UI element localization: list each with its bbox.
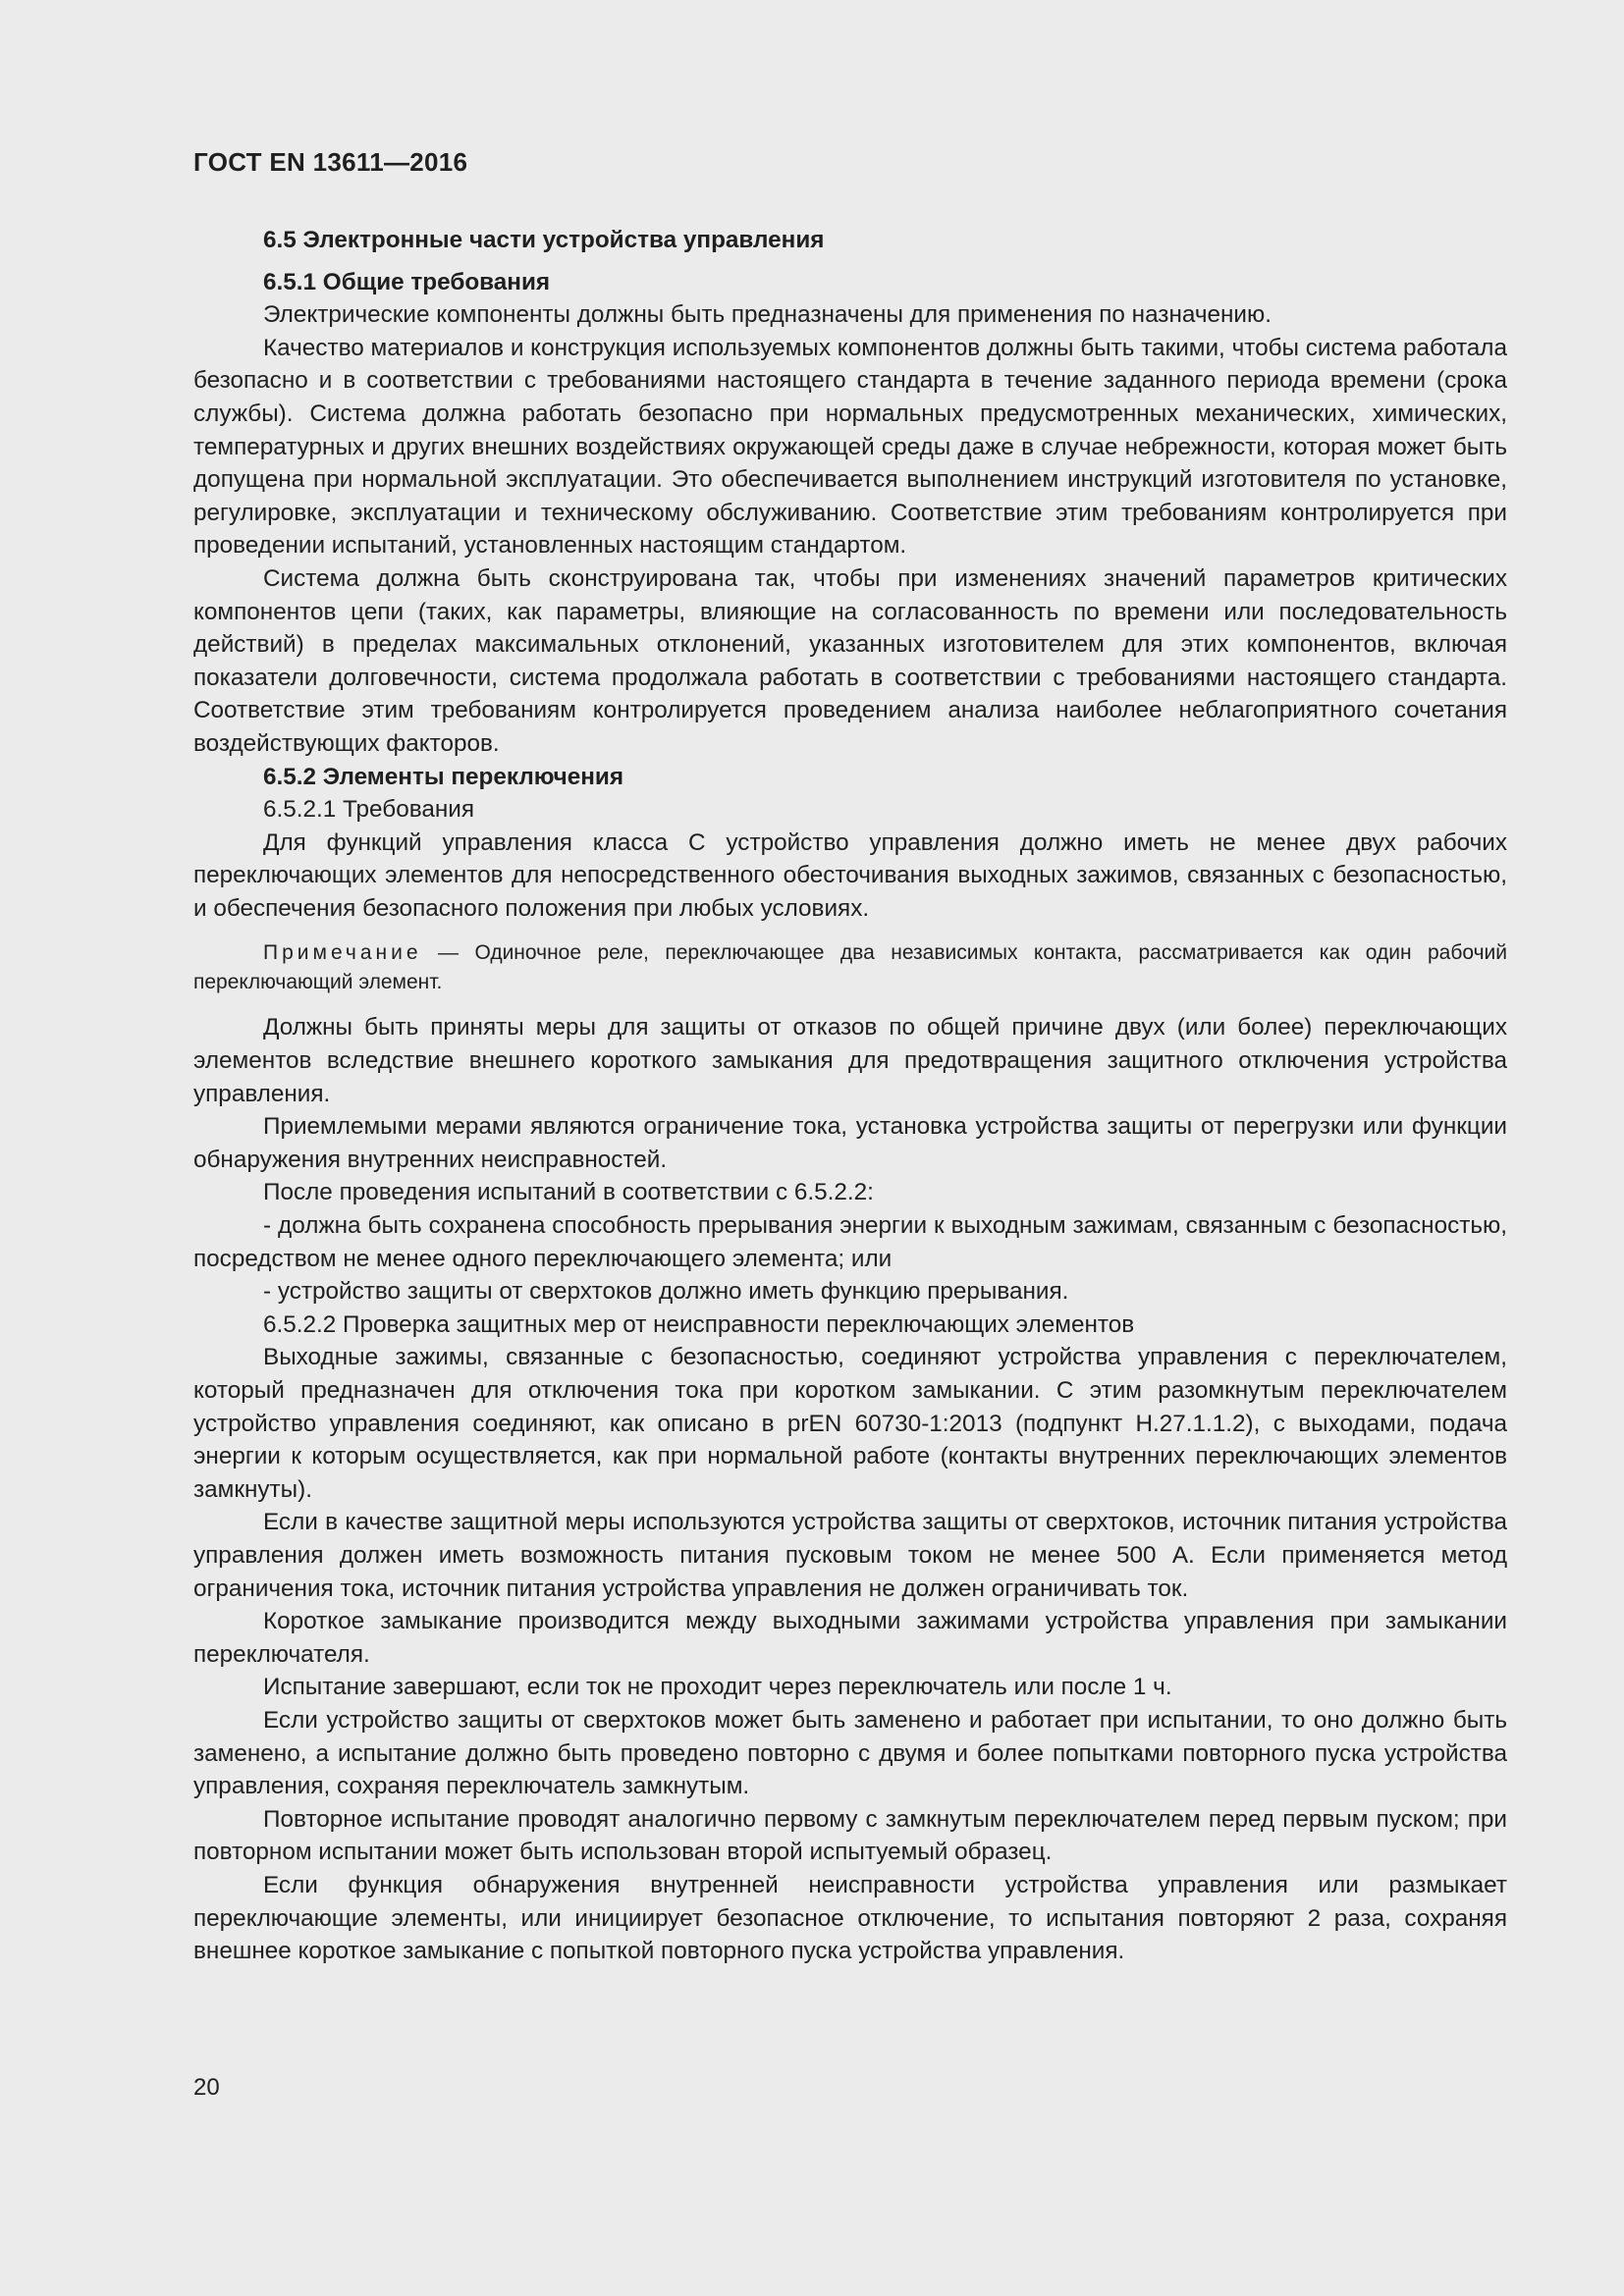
section-6-5-2-1-title: 6.5.2.1 Требования xyxy=(263,796,475,824)
list-item: - должна быть сохранена способность прерывания энергии к выходным зажимам, связанным с безопасностью, посредством не менее одного переключающего элемента; или xyxy=(193,1212,1507,1272)
section-6-5-2-2-title: 6.5.2.2 Проверка защитных мер от неисправности переключающих элементов xyxy=(263,1310,1135,1338)
note-text: — Одиночное реле, переключающее два независимых контакта, рассматривается как один рабочий переключающий элемент. xyxy=(193,941,1507,994)
paragraph: Повторное испытание проводят аналогично первому с замкнутым переключателем перед первым пуском; при повторном испытании может быть использован второй испытуемый образец. xyxy=(193,1805,1507,1866)
paragraph: Электрические компоненты должны быть предназначены для применения по назначению. xyxy=(263,301,1272,329)
note xyxy=(193,938,1507,997)
paragraph: Должны быть приняты меры для защиты от отказов по общей причине двух (или более) переключающих элементов вследствие внешнего короткого замыкания для предотвращения защитного отключения устройства управления. xyxy=(193,1014,1507,1107)
section-6-5-1-title: 6.5.1 Общие требования xyxy=(263,268,551,295)
paragraph: Если устройство защиты от сверхтоков может быть заменено и работает при испытании, то оно должно быть заменено, а испытание должно быть проведено повторно с двумя и более попытками повторного пуска устройства управления, сохраняя переключатель замкнутым. xyxy=(193,1706,1507,1800)
paragraph: Система должна быть сконструирована так, чтобы при изменениях значений параметров критических компонентов цепи (таких, как параметры, влияющие на согласованность по времени или последовательность действий) в пределах максимальных отклонений, указанных изготовителем для этих компонентов, включая показатели долговечности, система продолжала работать в соответствии с требованиями настоящего стандарта. Соответствие этим требованиям контролируется проведением анализа наиболее неблагоприятного сочетания воздействующих факторов. xyxy=(193,564,1507,757)
paragraph: Качество материалов и конструкция используемых компонентов должны быть такими, чтобы система работала безопасно и в соответствии с требованиями настоящего стандарта в течение заданного периода времени (срока службы). Система должна работать безопасно при нормальных предусмотренных механических, химических, температурных и других внешних воздействиях окружающей среды даже в случае небрежности, которая может быть допущена при нормальной эксплуатации. Это обеспечивается выполнением инструкций изготовителя по установке, регулировке, эксплуатации и техническому обслуживанию. Соответствие этим требованиям контролируется при проведении испытаний, установленных настоящим стандартом. xyxy=(193,334,1507,560)
list-item: - устройство защиты от сверхтоков должно иметь функцию прерывания. xyxy=(263,1278,1069,1306)
paragraph: Для функций управления класса С устройство управления должно иметь не менее двух рабочих переключающих элементов для непосредственного обесточивания выходных зажимов, связанных с безопасностью, и обеспечения безопасного положения при любых условиях. xyxy=(193,828,1507,922)
paragraph: Если функция обнаружения внутренней неисправности устройства управления или размыкает переключающие элементы, или инициирует безопасное отключение, то испытания повторяют 2 раза, сохраняя внешнее короткое замыкание с попыткой повторного пуска устройства управления. xyxy=(193,1871,1507,1965)
paragraph: Испытание завершают, если ток не проходит через переключатель или после 1 ч. xyxy=(263,1674,1172,1701)
paragraph: Приемлемыми мерами являются ограничение тока, установка устройства защиты от перегрузки или функции обнаружения внутренних неисправностей. xyxy=(193,1113,1507,1173)
paragraph: Короткое замыкание производится между выходными зажимами устройства управления при замыкании переключателя. xyxy=(193,1608,1507,1668)
section-6-5-title: 6.5 Электронные части устройства управления xyxy=(263,227,825,253)
paragraph: Выходные зажимы, связанные с безопасностью, соединяют устройства управления с переключателем, который предназначен для отключения тока при коротком замыкании. С этим разомкнутым переключателем устройство управления соединяют, как описано в prEN 60730-1:2013 (подпункт Н.27.1.1.2), с выходами, подача энергии к которым осуществляется, как при нормальной работе (контакты внутренних переключающих элементов замкнуты). xyxy=(193,1344,1507,1503)
section-6-5-2-title: 6.5.2 Элементы переключения xyxy=(263,763,624,790)
paragraph: После проведения испытаний в соответствии с 6.5.2.2: xyxy=(263,1179,874,1206)
document-body xyxy=(193,224,1507,1968)
page-number: 20 xyxy=(193,2074,220,2101)
paragraph: Если в качестве защитной меры используются устройства защиты от сверхтоков, источник питания устройства управления должен иметь возможность питания пусковым током не менее 500 А. Если применяется метод ограничения тока, источник питания устройства управления не должен ограничивать ток. xyxy=(193,1509,1507,1602)
document-header: ГОСТ EN 13611—2016 xyxy=(193,147,468,177)
note-label: Примечание xyxy=(263,941,422,965)
